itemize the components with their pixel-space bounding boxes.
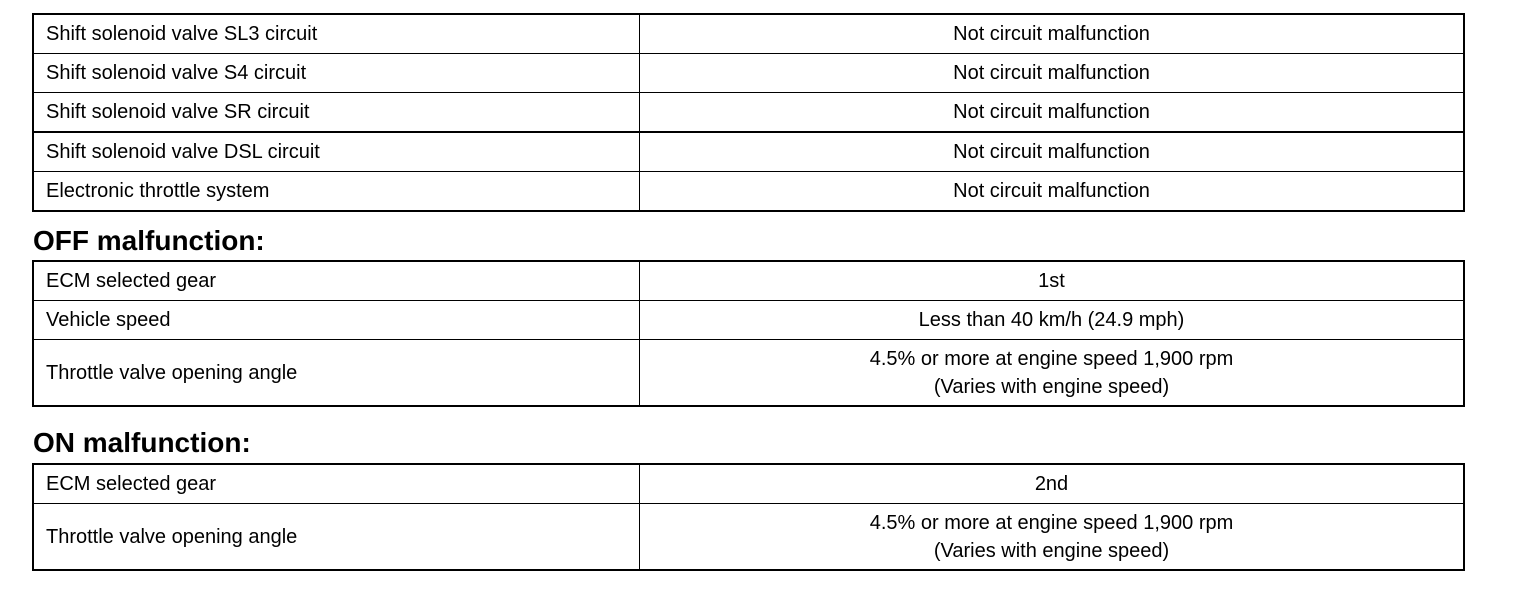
table-row	[34, 340, 1464, 406]
table-row	[34, 93, 1464, 133]
row-value: Not circuit malfunction	[640, 15, 1464, 54]
row-label: Shift solenoid valve DSL circuit	[34, 132, 640, 172]
row-label: Electronic throttle system	[34, 172, 640, 211]
table-row	[34, 465, 1464, 504]
table-row	[34, 262, 1464, 301]
value-line-primary: 4.5% or more at engine speed 1,900 rpm	[869, 511, 1234, 534]
table-row	[34, 132, 1464, 172]
on-malfunction-heading: ON malfunction:	[33, 427, 251, 458]
row-label: Shift solenoid valve S4 circuit	[34, 54, 640, 93]
row-value: Not circuit malfunction	[640, 93, 1464, 133]
row-value: Not circuit malfunction	[640, 172, 1464, 211]
row-label: Shift solenoid valve SL3 circuit	[34, 15, 640, 54]
row-label: Throttle valve opening angle	[34, 504, 640, 570]
row-label: ECM selected gear	[34, 262, 640, 301]
row-value: Less than 40 km/h (24.9 mph)	[640, 301, 1464, 340]
row-label: Throttle valve opening angle	[34, 340, 640, 406]
row-label: ECM selected gear	[34, 465, 640, 504]
table-row	[34, 54, 1464, 93]
row-value	[640, 340, 1464, 406]
circuit-status-table	[33, 14, 1464, 211]
row-value: 1st	[640, 262, 1464, 301]
table-row	[34, 172, 1464, 211]
row-label: Vehicle speed	[34, 301, 640, 340]
value-line-note: (Varies with engine speed)	[933, 375, 1170, 398]
value-line-primary: 4.5% or more at engine speed 1,900 rpm	[869, 347, 1234, 370]
row-value	[640, 504, 1464, 570]
off-malfunction-heading: OFF malfunction:	[33, 225, 265, 256]
row-value: Not circuit malfunction	[640, 132, 1464, 172]
on-malfunction-table	[33, 464, 1464, 570]
row-value: Not circuit malfunction	[640, 54, 1464, 93]
value-line-note: (Varies with engine speed)	[933, 539, 1170, 562]
table-row	[34, 504, 1464, 570]
row-value: 2nd	[640, 465, 1464, 504]
table-row	[34, 301, 1464, 340]
row-label: Shift solenoid valve SR circuit	[34, 93, 640, 133]
table-row	[34, 15, 1464, 54]
off-malfunction-table	[33, 261, 1464, 406]
